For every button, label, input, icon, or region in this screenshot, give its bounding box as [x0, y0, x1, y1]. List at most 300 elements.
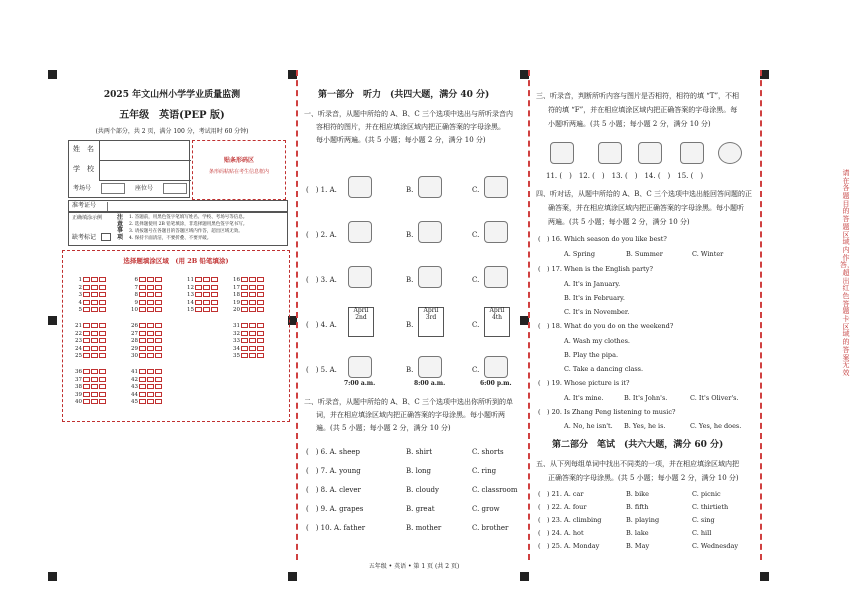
sec4-line: 两遍。(共 5 小题；每小题 2 分，满分 10 分)	[548, 218, 690, 226]
answer-bubble[interactable]	[147, 392, 154, 397]
answer-bubble[interactable]	[83, 369, 90, 374]
side-note: 请在各题目的答题区域内作答，超出红色答题卡区域的答案无效	[840, 169, 854, 377]
answer-bubble[interactable]	[249, 300, 256, 305]
option[interactable]: B. It's John's.	[624, 394, 668, 402]
answer-bubble[interactable]	[155, 392, 162, 397]
school-label: 学 校	[73, 165, 94, 173]
answer-bubble[interactable]	[139, 307, 146, 312]
answer-bubble[interactable]	[257, 331, 264, 336]
answer-bubble[interactable]	[155, 346, 162, 351]
school-field[interactable]	[99, 161, 191, 181]
sec4-line: 确答案，并在相应填涂区域内把正确答案的字母涂黑。每小题听	[548, 204, 744, 212]
option-picture	[418, 221, 442, 243]
mc-question-number: 23	[75, 338, 82, 344]
mc-question-number: 18	[233, 292, 240, 298]
option-picture	[418, 176, 442, 198]
mc-question-number: 40	[75, 399, 82, 405]
option-c-label: C.	[472, 186, 480, 194]
word-option[interactable]: C. ring	[472, 467, 497, 475]
answer-bubble[interactable]	[147, 285, 154, 290]
answer-bubble[interactable]	[83, 392, 90, 397]
answer-bubble[interactable]	[211, 300, 218, 305]
mc-question-number: 27	[131, 330, 138, 337]
answer-bubble[interactable]	[91, 292, 98, 297]
answer-bubble[interactable]	[249, 323, 256, 328]
answer-bubble[interactable]	[195, 292, 202, 297]
mc-question-number: 12	[187, 284, 194, 291]
answer-bubble[interactable]	[83, 384, 90, 389]
listening-item: ( ) 1. A.	[306, 186, 337, 194]
mc-row	[129, 292, 162, 299]
registration-mark	[48, 572, 57, 581]
mc-row	[73, 369, 106, 376]
answer-bubble[interactable]	[203, 307, 210, 312]
answer-bubble[interactable]	[91, 392, 98, 397]
answer-bubble[interactable]	[91, 307, 98, 312]
answer-bubble[interactable]	[91, 384, 98, 389]
name-field[interactable]	[99, 141, 191, 161]
answer-bubble[interactable]	[139, 399, 146, 404]
mc-question-number: 4	[78, 299, 82, 306]
answer-bubble[interactable]	[99, 377, 106, 382]
answer-bubble[interactable]	[195, 307, 202, 312]
id-field[interactable]	[107, 202, 287, 211]
answer-bubble[interactable]	[155, 323, 162, 328]
mc-question-number: 36	[75, 369, 82, 375]
word-option[interactable]: C. classroom	[472, 486, 518, 494]
mc-question-number: 30	[131, 353, 138, 359]
answer-bubble[interactable]	[99, 277, 106, 282]
mc-row	[129, 277, 162, 284]
word-item: ( ) 9. A. grapes	[306, 505, 364, 513]
answer-bubble[interactable]	[203, 300, 210, 305]
mc-question-number: 39	[75, 391, 82, 398]
answer-bubble[interactable]	[195, 285, 202, 290]
option[interactable]: A. It's mine.	[564, 394, 604, 402]
sec3-picture	[638, 142, 662, 164]
answer-bubble[interactable]	[147, 346, 154, 351]
option[interactable]: B. It's in February.	[564, 294, 625, 302]
sec3-line: 三、听录音，判断所听内容与图片是否相符，相符的填 “T”，不相	[536, 92, 740, 100]
answer-bubble[interactable]	[147, 399, 154, 404]
mc-row	[231, 292, 264, 299]
answer-bubble[interactable]	[83, 399, 90, 404]
listening-item: ( ) 2. A.	[306, 231, 337, 239]
mc-row	[73, 307, 106, 314]
option-c-label: C.	[472, 321, 480, 329]
answer-bubble[interactable]	[249, 277, 256, 282]
mc-row	[231, 300, 264, 307]
answer-bubble[interactable]	[155, 292, 162, 297]
answer-bubble[interactable]	[139, 377, 146, 382]
answer-bubble[interactable]	[139, 369, 146, 374]
answer-bubble[interactable]	[249, 331, 256, 336]
mc-row	[231, 353, 264, 360]
answer-bubble[interactable]	[83, 323, 90, 328]
mc-row	[73, 285, 106, 292]
mc-question-number: 26	[131, 323, 138, 329]
mc-row	[73, 338, 106, 345]
option[interactable]: B. Yes, he is.	[624, 422, 666, 430]
answer-bubble[interactable]	[147, 384, 154, 389]
answer-bubble[interactable]	[99, 384, 106, 389]
mc-question-number: 37	[75, 376, 82, 383]
answer-bubble[interactable]	[91, 369, 98, 374]
page-footer: 五年级 • 英语 • 第 1 页 (共 2 页)	[368, 563, 460, 570]
answer-bubble[interactable]	[147, 377, 154, 382]
answer-bubble[interactable]	[257, 307, 264, 312]
notice-line: 3. 请按题号在各题目的答题区域内作答，超出区域无效。	[129, 229, 243, 234]
answer-bubble[interactable]	[257, 300, 264, 305]
mc-row	[231, 323, 264, 330]
option-picture	[418, 266, 442, 288]
registration-mark	[760, 572, 769, 581]
answer-bubble[interactable]	[99, 338, 106, 343]
answer-bubble[interactable]	[155, 338, 162, 343]
mc-row	[185, 285, 218, 292]
answer-bubble[interactable]	[211, 285, 218, 290]
mc-question-number: 9	[134, 299, 138, 306]
answer-bubble[interactable]	[211, 292, 218, 297]
answer-bubble[interactable]	[155, 277, 162, 282]
option[interactable]: C. Yes, he does.	[690, 422, 742, 430]
answer-bubble[interactable]	[195, 277, 202, 282]
option-picture	[348, 356, 372, 378]
mc-row	[73, 377, 106, 384]
answer-bubble[interactable]	[147, 300, 154, 305]
answer-bubble[interactable]	[203, 277, 210, 282]
mc-row	[231, 346, 264, 353]
mc-row	[231, 307, 264, 314]
option-c-label: C.	[472, 366, 480, 374]
answer-bubble[interactable]	[99, 399, 106, 404]
word-option[interactable]: C. sing	[692, 516, 715, 524]
answer-bubble[interactable]	[91, 323, 98, 328]
answer-bubble[interactable]	[83, 300, 90, 305]
answer-bubble[interactable]	[155, 399, 162, 404]
sec1-line: 每小题听两遍。(共 5 小题；每小题 2 分，满分 10 分)	[316, 136, 486, 144]
mc-question-number: 8	[134, 292, 138, 298]
mc-question-number: 41	[131, 369, 138, 375]
answer-bubble[interactable]	[139, 392, 146, 397]
answer-bubble[interactable]	[139, 353, 146, 358]
mc-question-number: 7	[134, 284, 138, 291]
word-option[interactable]: B. cloudy	[406, 486, 439, 494]
answer-bubble[interactable]	[195, 300, 202, 305]
word-option[interactable]: B. playing	[626, 516, 660, 524]
answer-bubble[interactable]	[83, 331, 90, 336]
word-option[interactable]: C. brother	[472, 524, 509, 532]
answer-bubble[interactable]	[241, 338, 248, 343]
answer-bubble[interactable]	[83, 346, 90, 351]
word-option[interactable]: C. Wednesday	[692, 542, 739, 550]
word-option[interactable]: B. long	[406, 467, 432, 475]
answer-bubble[interactable]	[99, 323, 106, 328]
mc-question-number: 19	[233, 299, 240, 306]
answer-bubble[interactable]	[147, 307, 154, 312]
answer-bubble[interactable]	[91, 300, 98, 305]
name-label: 姓 名	[73, 145, 94, 153]
word-group-item: ( ) 22. A. four	[538, 503, 587, 511]
mc-question-number: 15	[187, 307, 194, 313]
answer-bubble[interactable]	[147, 323, 154, 328]
mc-question-number: 20	[233, 307, 240, 313]
answer-bubble[interactable]	[99, 392, 106, 397]
answer-bubble[interactable]	[139, 384, 146, 389]
answer-bubble[interactable]	[249, 353, 256, 358]
answer-bubble[interactable]	[99, 369, 106, 374]
answer-bubble[interactable]	[155, 369, 162, 374]
mc-row	[185, 292, 218, 299]
answer-bubble[interactable]	[83, 353, 90, 358]
answer-bubble[interactable]	[249, 307, 256, 312]
answer-bubble[interactable]	[155, 384, 162, 389]
option[interactable]: C. It's Oliver's.	[690, 394, 739, 402]
answer-bubble[interactable]	[155, 377, 162, 382]
answer-bubble[interactable]	[99, 346, 106, 351]
answer-bubble[interactable]	[139, 300, 146, 305]
answer-bubble[interactable]	[211, 277, 218, 282]
answer-bubble[interactable]	[211, 307, 218, 312]
answer-bubble[interactable]	[203, 292, 210, 297]
answer-bubble[interactable]	[155, 285, 162, 290]
answer-bubble[interactable]	[99, 285, 106, 290]
mc-question-number: 17	[233, 284, 240, 291]
answer-bubble[interactable]	[257, 285, 264, 290]
question-16: ( ) 16. Which season do you like best?	[538, 235, 667, 243]
mc-row	[73, 346, 106, 353]
answer-bubble[interactable]	[147, 292, 154, 297]
sticker-title: 贴条形码区	[223, 157, 254, 164]
word-item: ( ) 7. A. young	[306, 467, 361, 475]
answer-bubble[interactable]	[257, 346, 264, 351]
time-label: 7:00 a.m.	[344, 380, 376, 387]
mc-row	[129, 346, 162, 353]
mc-row	[129, 353, 162, 360]
option-picture	[348, 176, 372, 198]
word-option[interactable]: C. grow	[472, 505, 500, 513]
option-picture	[484, 221, 508, 243]
mc-question-number: 16	[233, 277, 240, 283]
answer-bubble[interactable]	[99, 292, 106, 297]
option-picture	[348, 221, 372, 243]
room-label: 考场号	[73, 185, 92, 192]
answer-bubble[interactable]	[91, 338, 98, 343]
answer-bubble[interactable]	[139, 323, 146, 328]
option[interactable]: A. It's in January.	[564, 280, 621, 288]
option[interactable]: A. No, he isn't.	[564, 422, 613, 430]
registration-mark	[288, 572, 297, 581]
answer-bubble[interactable]	[257, 353, 264, 358]
answer-bubble[interactable]	[155, 307, 162, 312]
answer-bubble[interactable]	[241, 331, 248, 336]
option-c-label: C.	[472, 276, 480, 284]
student-info-table	[68, 140, 190, 198]
seat-field[interactable]	[163, 183, 187, 194]
answer-bubble[interactable]	[99, 307, 106, 312]
mc-question-number: 5	[78, 307, 82, 313]
answer-bubble[interactable]	[91, 331, 98, 336]
answer-bubble[interactable]	[241, 292, 248, 297]
answer-bubble[interactable]	[249, 285, 256, 290]
answer-bubble[interactable]	[241, 307, 248, 312]
option[interactable]: B. Summer	[626, 250, 663, 258]
word-option[interactable]: B. lake	[626, 529, 649, 537]
option[interactable]: C. It's in November.	[564, 308, 630, 316]
sec3-blanks[interactable]: 11. ( ) 12. ( ) 13. ( ) 14. ( ) 15. ( )	[546, 172, 704, 180]
answer-bubble[interactable]	[139, 292, 146, 297]
word-option[interactable]: C. shorts	[472, 448, 504, 456]
mc-row	[129, 338, 162, 345]
mc-row	[129, 331, 162, 338]
answer-bubble[interactable]	[147, 353, 154, 358]
answer-bubble[interactable]	[91, 346, 98, 351]
answer-bubble[interactable]	[91, 277, 98, 282]
mc-question-number: 28	[131, 338, 138, 344]
missing-mark-box[interactable]	[101, 233, 111, 241]
sec3-picture	[550, 142, 574, 164]
answer-bubble[interactable]	[241, 277, 248, 282]
word-option[interactable]: B. bike	[626, 490, 649, 498]
answer-bubble[interactable]	[147, 277, 154, 282]
answer-bubble[interactable]	[83, 277, 90, 282]
answer-bubble[interactable]	[83, 292, 90, 297]
sec3-picture	[718, 142, 742, 164]
mc-row	[231, 285, 264, 292]
answer-bubble[interactable]	[83, 377, 90, 382]
word-option[interactable]: B. mother	[406, 524, 442, 532]
answer-bubble[interactable]	[155, 300, 162, 305]
mc-area-title: 选择题填涂区域 (用 2B 铅笔填涂)	[123, 257, 229, 265]
time-label: 6:00 p.m.	[480, 380, 512, 387]
answer-bubble[interactable]	[91, 353, 98, 358]
answer-bubble[interactable]	[147, 369, 154, 374]
question-19: ( ) 19. Whose picture is it?	[538, 379, 630, 387]
word-option[interactable]: B. May	[626, 542, 650, 550]
answer-bubble[interactable]	[91, 285, 98, 290]
mc-question-number: 31	[233, 323, 240, 329]
sec2-line: 遍。(共 5 小题；每小题 2 分，满分 10 分)	[316, 424, 451, 432]
answer-bubble[interactable]	[257, 277, 264, 282]
exam-info: (共两个部分，共 2 页，满分 100 分，考试用时 60 分钟)	[95, 128, 249, 135]
answer-bubble[interactable]	[139, 285, 146, 290]
answer-bubble[interactable]	[155, 331, 162, 336]
answer-bubble[interactable]	[139, 346, 146, 351]
mc-question-number: 21	[75, 323, 82, 329]
word-option[interactable]: C. hill	[692, 529, 712, 537]
answer-bubble[interactable]	[241, 300, 248, 305]
calendar-picture: April 2nd	[348, 307, 374, 337]
mc-question-number: 6	[134, 277, 138, 283]
missing-mark-label: 缺考标记	[72, 234, 97, 241]
option-b-label: B.	[406, 366, 414, 374]
option-b-label: B.	[406, 186, 414, 194]
answer-bubble[interactable]	[99, 353, 106, 358]
word-group-item: ( ) 24. A. hot	[538, 529, 584, 537]
mc-row	[185, 277, 218, 284]
option[interactable]: B. Play the pipa.	[564, 351, 619, 359]
word-option[interactable]: C. thirtieth	[692, 503, 729, 511]
option[interactable]: A. Wash my clothes.	[564, 337, 630, 345]
word-option[interactable]: B. fifth	[626, 503, 649, 511]
listening-item: ( ) 4. A.	[306, 321, 337, 329]
word-item: ( ) 6. A. sheep	[306, 448, 360, 456]
listening-item: ( ) 5. A.	[306, 366, 337, 374]
answer-bubble[interactable]	[241, 323, 248, 328]
word-group-item: ( ) 25. A. Monday	[538, 542, 600, 550]
word-option[interactable]: B. shirt	[406, 448, 433, 456]
mc-row	[129, 399, 162, 406]
answer-bubble[interactable]	[139, 277, 146, 282]
answer-bubble[interactable]	[83, 285, 90, 290]
answer-bubble[interactable]	[241, 285, 248, 290]
word-option[interactable]: B. great	[406, 505, 435, 513]
answer-bubble[interactable]	[99, 300, 106, 305]
answer-bubble[interactable]	[91, 377, 98, 382]
option-picture	[484, 356, 508, 378]
mc-question-number: 35	[233, 353, 240, 359]
mc-question-number: 13	[187, 292, 194, 298]
question-18: ( ) 18. What do you do on the weekend?	[538, 322, 674, 330]
answer-bubble[interactable]	[249, 346, 256, 351]
mc-question-number: 38	[75, 384, 82, 390]
answer-bubble[interactable]	[241, 346, 248, 351]
exam-subject: 五年级 英语(PEP 版)	[119, 110, 225, 121]
mc-row	[231, 277, 264, 284]
answer-bubble[interactable]	[147, 331, 154, 336]
sec3-picture	[680, 142, 704, 164]
answer-bubble[interactable]	[249, 338, 256, 343]
question-17: ( ) 17. When is the English party?	[538, 265, 653, 273]
sec2-line: 词，并在相应填涂区域内把正确答案的字母涂黑。每小题听两	[316, 411, 505, 419]
option-b-label: B.	[406, 321, 414, 329]
mc-row	[185, 307, 218, 314]
answer-bubble[interactable]	[139, 338, 146, 343]
answer-bubble[interactable]	[99, 331, 106, 336]
answer-bubble[interactable]	[241, 353, 248, 358]
mc-row	[73, 292, 106, 299]
answer-bubble[interactable]	[83, 338, 90, 343]
mc-question-number: 33	[233, 338, 240, 344]
option[interactable]: C. Winter	[692, 250, 724, 258]
mc-row	[73, 331, 106, 338]
answer-bubble[interactable]	[139, 331, 146, 336]
option[interactable]: A. Spring	[564, 250, 595, 258]
answer-bubble[interactable]	[257, 323, 264, 328]
answer-bubble[interactable]	[147, 338, 154, 343]
option-picture	[348, 266, 372, 288]
answer-bubble[interactable]	[91, 399, 98, 404]
mc-question-number: 22	[75, 330, 82, 337]
mc-question-number: 10	[131, 307, 138, 313]
mc-question-number: 1	[78, 277, 82, 283]
question-20: ( ) 20. Is Zhang Peng listening to music?	[538, 408, 676, 416]
listening-item: ( ) 3. A.	[306, 276, 337, 284]
answer-bubble[interactable]	[257, 292, 264, 297]
answer-bubble[interactable]	[249, 292, 256, 297]
answer-bubble[interactable]	[155, 353, 162, 358]
word-group-item: ( ) 21. A. car	[538, 490, 584, 498]
mc-question-number: 43	[131, 384, 138, 390]
sec4-line: 四、听对话，从题中所给的 A、B、C 三个选项中选出能回答问题的正	[536, 190, 753, 198]
answer-bubble[interactable]	[203, 285, 210, 290]
word-option[interactable]: C. picnic	[692, 490, 721, 498]
room-field[interactable]	[101, 183, 125, 194]
answer-bubble[interactable]	[257, 338, 264, 343]
answer-bubble[interactable]	[83, 307, 90, 312]
option[interactable]: C. Take a dancing class.	[564, 365, 644, 373]
mc-question-number: 2	[78, 284, 82, 291]
